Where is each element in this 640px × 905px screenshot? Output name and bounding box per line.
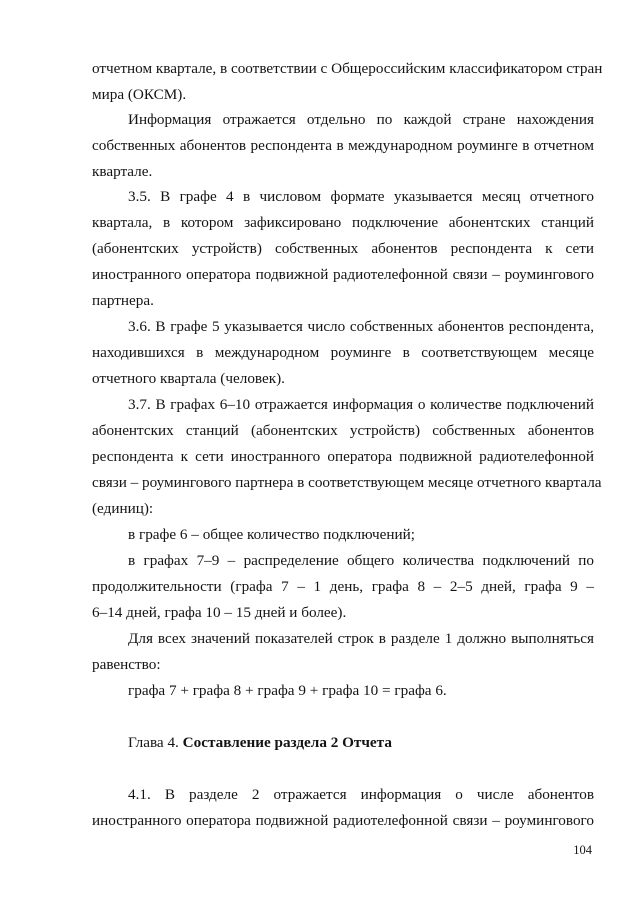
paragraph-equality [92,626,594,678]
text-line: находившихся в международном роуминге в соответствующем месяце [92,344,594,361]
chapter-heading [128,730,392,756]
text-line: 3.7. В графах 6–10 отражается информация о количестве подключений [128,396,594,413]
text-line: квартале. [92,163,153,180]
text-line: иностранного оператора подвижной радиотелефонной связи – роумингового [92,266,594,283]
paragraph-p-3-6 [92,314,594,392]
text-line: 4.1. В разделе 2 отражается информация о числе абонентов [128,786,594,803]
text-line: графа 7 + графа 8 + графа 9 + графа 10 = графа 6. [128,682,447,699]
text-line: абонентских станций (абонентских устройств) собственных абонентов [92,422,594,439]
text-line: (абонентских устройств) собственных абонентов респондента к сети [92,240,594,257]
paragraph-formula [92,678,594,704]
text-line: собственных абонентов респондента в международном роуминге в отчетном [92,137,594,154]
text-line: Информация отражается отдельно по каждой стране нахождения [128,111,594,128]
text-line: квартала, в котором зафиксировано подключение абонентских станций [92,214,594,231]
text-line: продолжительности (графа 7 – 1 день, графа 8 – 2–5 дней, графа 9 – [92,578,594,595]
text-line: 3.5. В графе 4 в числовом формате указывается месяц отчетного [128,188,594,205]
text-line: 3.6. В графе 5 указывается число собственных абонентов респондента, [128,318,594,335]
text-line: респондента к сети иностранного оператора подвижной радиотелефонной [92,448,594,465]
text-line: (единиц): [92,500,154,517]
text-line: иностранного оператора подвижной радиотелефонной связи – роумингового [92,812,594,829]
paragraph-info-country [92,107,594,185]
text-line: отчетного квартала (человек). [92,370,285,387]
text-line: 6–14 дней, графа 10 – 15 дней и более). [92,604,347,621]
text-line: в графах 7–9 – распределение общего количества подключений по [128,552,594,569]
text-line: равенство: [92,656,161,673]
text-line: связи – роумингового партнера в соответствующем месяце отчетного квартала [92,474,602,491]
paragraph-col-7-9 [92,548,594,626]
text-line: мира (ОКСМ). [92,86,187,103]
text-line: в графе 6 – общее количество подключений; [128,526,416,543]
paragraph-p-4-1 [92,782,594,834]
chapter-label: Глава 4. [128,734,183,751]
text-line: партнера. [92,292,154,309]
page-number: 104 [573,843,592,857]
paragraph-p-3-7 [92,392,602,522]
paragraph-col-6 [92,522,594,548]
paragraph-p-3-5 [92,184,594,314]
chapter-title: Составление раздела 2 Отчета [182,734,392,751]
text-line: Для всех значений показателей строк в разделе 1 должно выполняться [128,630,594,647]
text-line: отчетном квартале, в соответствии с Общероссийским классификатором стран [92,60,603,77]
paragraph-oksm-cont [92,56,603,108]
